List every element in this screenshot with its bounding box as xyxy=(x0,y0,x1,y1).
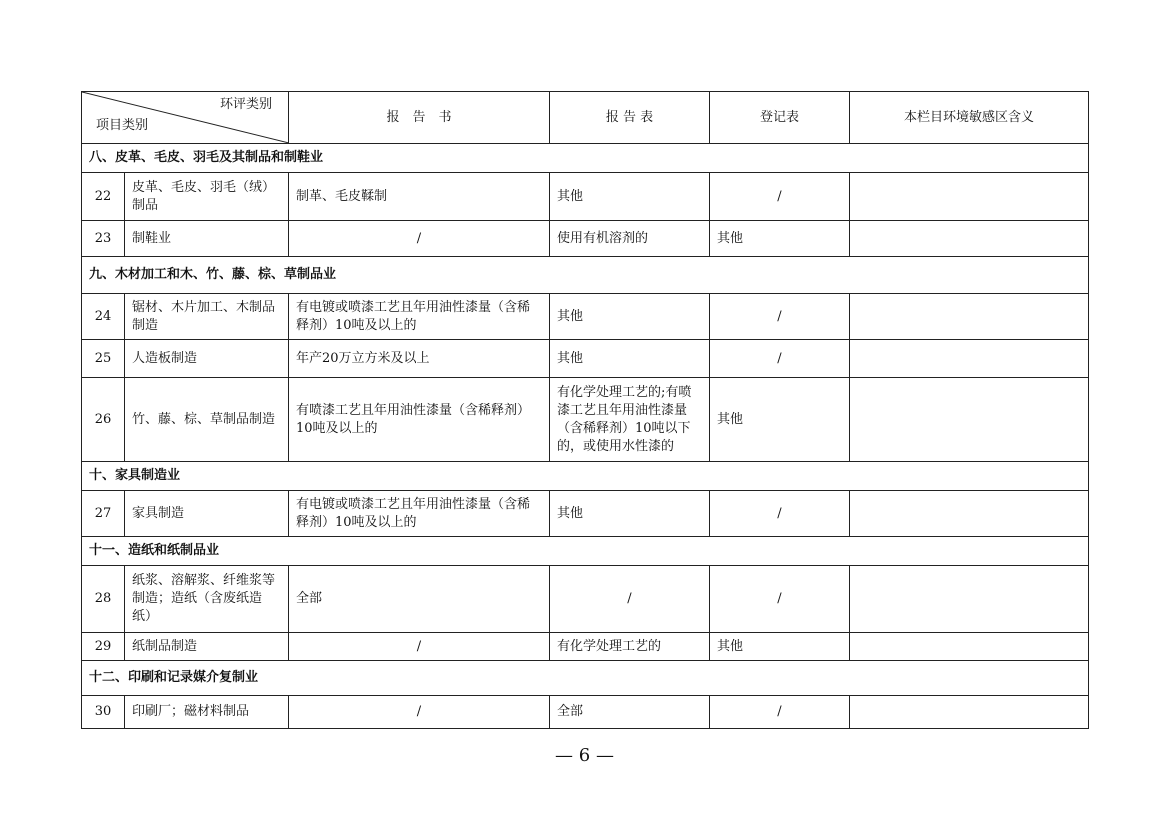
table-row xyxy=(82,221,1089,257)
report-book-cell: 有电镀或喷漆工艺且年用油性漆量（含稀释剂）10吨及以上的 xyxy=(289,294,550,340)
sensitive-area-cell xyxy=(850,294,1089,340)
row-number: 28 xyxy=(82,566,125,633)
section-title: 九、木材加工和木、竹、藤、棕、草制品业 xyxy=(82,257,1089,294)
report-book-cell: 制革、毛皮鞣制 xyxy=(289,173,550,221)
report-book-cell: 有电镀或喷漆工艺且年用油性漆量（含稀释剂）10吨及以上的 xyxy=(289,491,550,537)
section-title: 十二、印刷和记录媒介复制业 xyxy=(82,661,1089,696)
sensitive-area-cell xyxy=(850,221,1089,257)
sensitive-area-cell xyxy=(850,491,1089,537)
section-row xyxy=(82,462,1089,491)
report-form-cell: 其他 xyxy=(550,491,710,537)
table-row xyxy=(82,378,1089,462)
table-row xyxy=(82,294,1089,340)
register-cell: 其他 xyxy=(710,633,850,661)
report-form-cell: 使用有机溶剂的 xyxy=(550,221,710,257)
register-cell: / xyxy=(710,294,850,340)
table-row xyxy=(82,491,1089,537)
row-number: 27 xyxy=(82,491,125,537)
report-form-cell: 有化学处理工艺的;有喷漆工艺且年用油性漆量（含稀释剂）10吨以下的，或使用水性漆的 xyxy=(550,378,710,462)
report-form-cell: 其他 xyxy=(550,340,710,378)
sensitive-area-cell xyxy=(850,340,1089,378)
page-number: — 6 — xyxy=(555,745,614,766)
section-row xyxy=(82,537,1089,566)
report-book-cell: 全部 xyxy=(289,566,550,633)
project-name: 家具制造 xyxy=(125,491,289,537)
sensitive-area-cell xyxy=(850,696,1089,729)
row-number: 24 xyxy=(82,294,125,340)
row-number: 25 xyxy=(82,340,125,378)
table-row xyxy=(82,633,1089,661)
col-header-register: 登记表 xyxy=(710,92,850,144)
col-header-report-book: 报 告 书 xyxy=(289,92,550,144)
col-header-report-form: 报 告 表 xyxy=(550,92,710,144)
classification-table xyxy=(81,91,1089,729)
diagonal-header-cell xyxy=(82,92,289,144)
section-row xyxy=(82,144,1089,173)
row-number: 23 xyxy=(82,221,125,257)
project-name: 皮革、毛皮、羽毛（绒）制品 xyxy=(125,173,289,221)
header-row xyxy=(82,92,1089,144)
register-cell: / xyxy=(710,173,850,221)
row-number: 22 xyxy=(82,173,125,221)
table-row xyxy=(82,173,1089,221)
project-name: 纸制品制造 xyxy=(125,633,289,661)
env-category-label: 环评类别 xyxy=(219,97,272,112)
sensitive-area-cell xyxy=(850,173,1089,221)
table-row xyxy=(82,696,1089,729)
row-number: 30 xyxy=(82,696,125,729)
table-row xyxy=(82,566,1089,633)
table-row xyxy=(82,340,1089,378)
report-form-cell: / xyxy=(550,566,710,633)
row-number: 29 xyxy=(82,633,125,661)
report-book-cell: / xyxy=(289,633,550,661)
register-cell: / xyxy=(710,340,850,378)
register-cell: 其他 xyxy=(710,378,850,462)
project-name: 印刷厂；磁材料制品 xyxy=(125,696,289,729)
report-form-cell: 其他 xyxy=(550,173,710,221)
sensitive-area-cell xyxy=(850,378,1089,462)
report-book-cell: 年产20万立方米及以上 xyxy=(289,340,550,378)
section-row xyxy=(82,661,1089,696)
project-name: 锯材、木片加工、木制品制造 xyxy=(125,294,289,340)
register-cell: / xyxy=(710,696,850,729)
project-category-label: 项目类别 xyxy=(96,118,149,133)
sensitive-area-cell xyxy=(850,566,1089,633)
project-name: 制鞋业 xyxy=(125,221,289,257)
project-name: 竹、藤、棕、草制品制造 xyxy=(125,378,289,462)
register-cell: / xyxy=(710,566,850,633)
section-title: 八、皮革、毛皮、羽毛及其制品和制鞋业 xyxy=(82,144,1089,173)
report-book-cell: / xyxy=(289,696,550,729)
report-book-cell: / xyxy=(289,221,550,257)
row-number: 26 xyxy=(82,378,125,462)
col-header-sensitive-area: 本栏目环境敏感区含义 xyxy=(850,92,1089,144)
register-cell: / xyxy=(710,491,850,537)
report-book-cell: 有喷漆工艺且年用油性漆量（含稀释剂）10吨及以上的 xyxy=(289,378,550,462)
project-name: 人造板制造 xyxy=(125,340,289,378)
report-form-cell: 其他 xyxy=(550,294,710,340)
register-cell: 其他 xyxy=(710,221,850,257)
section-title: 十、家具制造业 xyxy=(82,462,1089,491)
report-form-cell: 全部 xyxy=(550,696,710,729)
section-title: 十一、造纸和纸制品业 xyxy=(82,537,1089,566)
project-name: 纸浆、溶解浆、纤维浆等制造；造纸（含废纸造纸） xyxy=(125,566,289,633)
sensitive-area-cell xyxy=(850,633,1089,661)
report-form-cell: 有化学处理工艺的 xyxy=(550,633,710,661)
section-row xyxy=(82,257,1089,294)
